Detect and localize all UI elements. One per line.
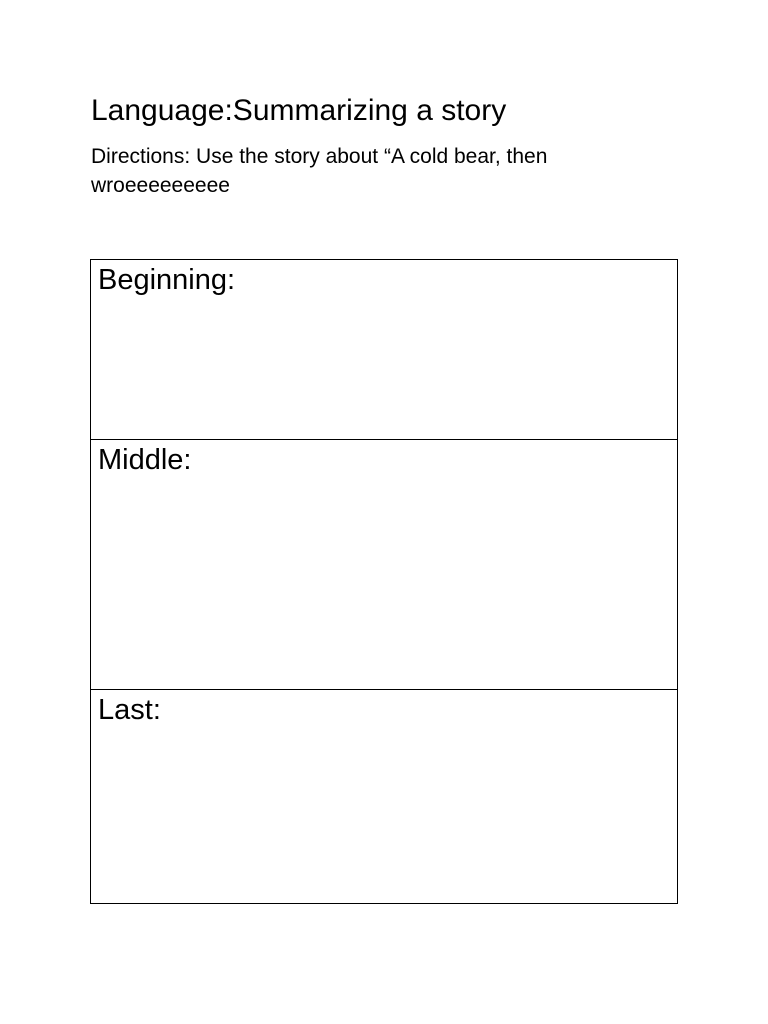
- last-cell[interactable]: [91, 690, 678, 904]
- page-title: Language:Summarizing a story: [91, 94, 507, 127]
- last-label: Last:: [98, 694, 161, 726]
- table-row-beginning: [91, 260, 678, 440]
- table-row-last: [91, 690, 678, 904]
- middle-cell[interactable]: [91, 440, 678, 690]
- beginning-cell[interactable]: [91, 260, 678, 440]
- beginning-label: Beginning:: [98, 264, 236, 296]
- directions-text: Directions: Use the story about “A cold bear, then wroeeeeeeeee: [91, 145, 548, 197]
- table-row-middle: [91, 440, 678, 690]
- middle-label: Middle:: [98, 444, 192, 476]
- story-summary-table: [90, 259, 678, 904]
